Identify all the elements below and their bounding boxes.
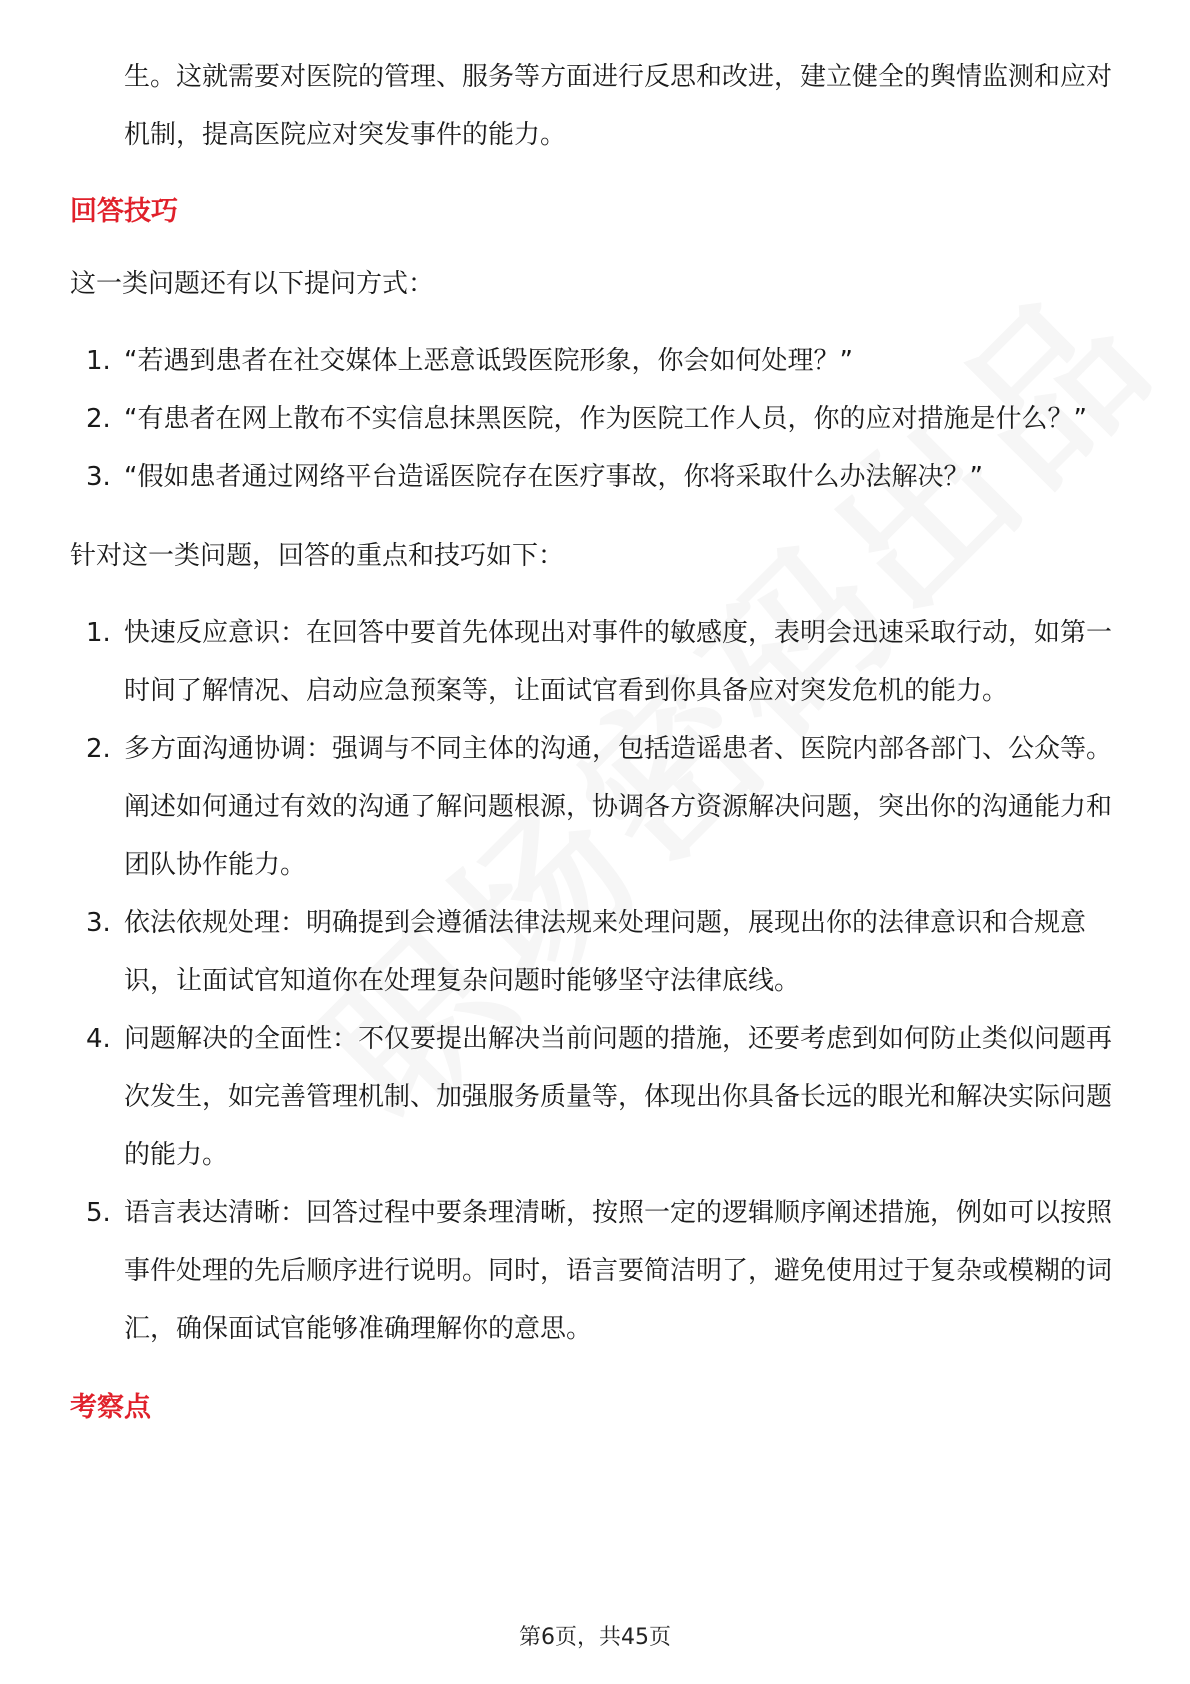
list-item [70,720,1120,894]
answer-tips-list [70,604,1120,1358]
list-number: 2. [86,734,111,764]
section-heading-assessment-points: 考察点 [70,1392,151,1423]
list-item-text: “假如患者通过网络平台造谣医院存在医疗事故，你将采取什么办法解决？” [124,462,983,492]
list-item [70,390,1120,448]
list-number: 5. [86,1198,111,1228]
list-number: 2. [86,404,111,434]
list-item-text: 问题解决的全面性：不仅要提出解决当前问题的措施，还要考虑到如何防止类似问题再次发生，如完善管理机制、加强服务质量等，体现出你具备长远的眼光和解决实际问题的能力。 [124,1024,1113,1170]
questions-intro: 这一类问题还有以下提问方式： [70,269,435,299]
tips-intro: 针对这一类问题，回答的重点和技巧如下： [70,541,565,571]
page-content [70,48,1120,1460]
list-item [70,894,1120,1010]
list-item [70,1184,1120,1358]
list-item [70,332,1120,390]
list-item-text: 快速反应意识：在回答中要首先体现出对事件的敏感度，表明会迅速采取行动，如第一时间了解情况、启动应急预案等，让面试官看到你具备应对突发危机的能力。 [124,618,1113,706]
list-item [70,1010,1120,1184]
list-item-text: “若遇到患者在社交媒体上恶意诋毁医院形象，你会如何处理？” [124,346,853,376]
list-number: 1. [86,346,111,376]
list-number: 3. [86,462,111,492]
list-item [70,448,1120,506]
list-number: 4. [86,1024,111,1054]
page-footer: 第6页，共45页 [519,1625,671,1650]
list-item-text: 依法依规处理：明确提到会遵循法律法规来处理问题，展现出你的法律意识和合规意识，让面试官知道你在处理复杂问题时能够坚守法律底线。 [124,908,1087,996]
list-number: 3. [86,908,111,938]
section-heading-answer-tips: 回答技巧 [70,196,178,227]
list-item-text: 语言表达清晰：回答过程中要条理清晰，按照一定的逻辑顺序阐述措施，例如可以按照事件处理的先后顺序进行说明。同时，语言要简洁明了，避免使用过于复杂或模糊的词汇，确保面试官能够准确理解你的意思。 [124,1198,1113,1344]
list-number: 1. [86,618,111,648]
continuation-paragraph: 生。这就需要对医院的管理、服务等方面进行反思和改进，建立健全的舆情监测和应对机制，提高医院应对突发事件的能力。 [124,62,1113,150]
alternate-questions-list [70,332,1120,506]
list-item-text: 多方面沟通协调：强调与不同主体的沟通，包括造谣患者、医院内部各部门、公众等。阐述如何通过有效的沟通了解问题根源，协调各方资源解决问题，突出你的沟通能力和团队协作能力。 [124,734,1113,880]
list-item-text: “有患者在网上散布不实信息抹黑医院，作为医院工作人员，你的应对措施是什么？” [124,404,1087,434]
list-item [70,604,1120,720]
